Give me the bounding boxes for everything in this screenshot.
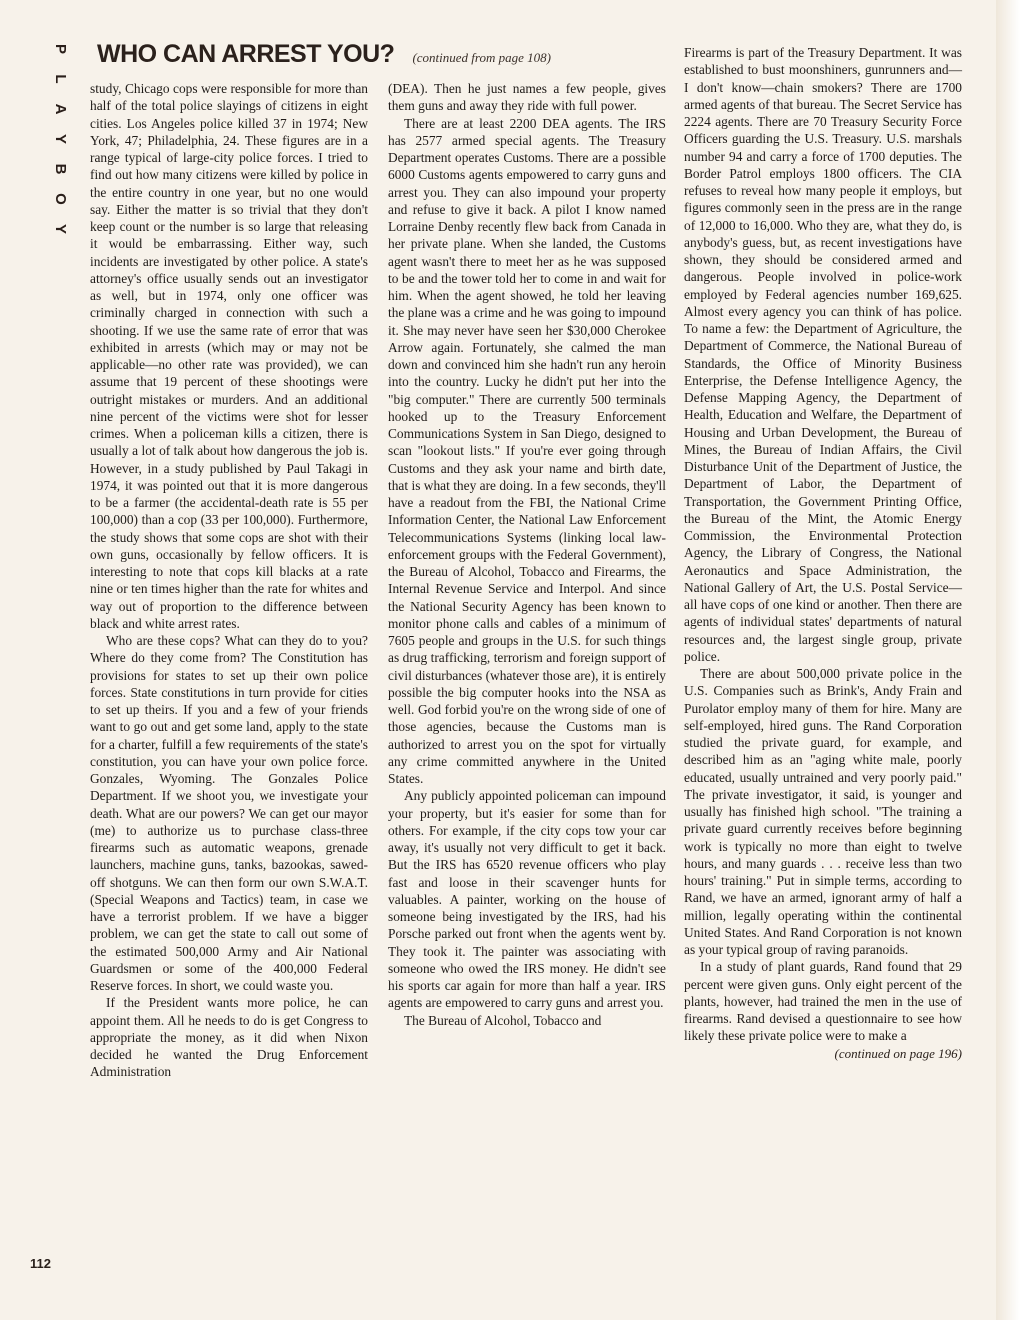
paragraph: If the President wants more police, he can appoint them. All he needs to do is get Congress to appropriate the money, as it did when Nixon decided he wanted the Drug Enforcement Administration — [90, 995, 368, 1080]
magazine-letter: Y — [52, 133, 69, 144]
paragraph: Who are these cops? What can they do to you? Where do they come from? The Constitution has provisions for states to set up their own police forces. State constitutions in turn provide for cities to set up theirs. If you and a few of your friends want to go out and get some land, apply to the state for a charter, fulfill a few requirements of the state's constitution, you can have your own police force. Gonzales, Wyoming. The Gonzales Police Department. If we shoot you, we investigate your death. What are our powers? We can get our mayor (me) to authorize us to purchase class-three firearms such as automatic weapons, grenade launchers, machine guns, tanks, bazookas, sawed-off shotguns. We can then form our own S.W.A.T. (Special Weapons and Tactics) team, in case we have a terrorist problem. If we have a bigger problem, we can get the state to call out some of the estimated 500,000 Army and Air National Guardsmen or some of the 400,000 Federal Reserve forces. In short, we could waste you. — [90, 633, 368, 993]
continued-on-note: (continued on page 196) — [834, 1045, 962, 1061]
paragraph: There are about 500,000 private police in the U.S. Companies such as Brink's, Andy Frain and Purolator employ many of them for hire. Many are self-employed, hired guns. The Rand Corporation studied the private guard, for example, and described him as an "aging white male, poorly educated, usually untrained and very poorly paid." The private investigator, it said, is younger and usually has finished high school. "The training a private guard currently receives before beginning work is typically no more than eight to twelve hours, and many guards . . . receive less than two hours' training." Put in simple terms, according to Rand, we have an armed, ignorant army of half a million, legally operating within the continental United States. And Rand Corporation is not known as your typical group of raving paranoids. — [684, 666, 962, 957]
paragraph: The Bureau of Alcohol, Tobacco and — [404, 1012, 602, 1028]
magazine-letter: Y — [52, 223, 69, 234]
paragraph: (DEA). Then he just names a few people, gives them guns and away they ride with full power. — [388, 81, 666, 114]
magazine-letter: O — [52, 193, 69, 205]
headline-row — [97, 40, 657, 80]
page-edge-shadow — [996, 0, 1020, 1320]
page-number: 112 — [30, 1256, 51, 1271]
paragraph: Any publicly appointed policeman can impound your property, but it's easier for some than for others. For example, if the city cops tow your car away, it's usually not very difficult to get it back. But the IRS has 6520 revenue officers who play fast and loose in their scavenger hunts for valuables. A painter, working on the house of someone being investigated by the IRS, had his Porsche parked out front when the agents went by. They took it. The painter was associating with someone who owed the IRS money. He didn't see his sports car again for more than half a year. IRS agents are empowered to carry guns and arrest you. — [388, 788, 666, 1011]
magazine-letter: B — [52, 163, 69, 175]
article-headline: WHO CAN ARREST YOU? — [97, 40, 395, 68]
paragraph: Firearms is part of the Treasury Department. It was established to bust moonshiners, gunrunners and—I don't know—chain smokers? There are 1700 armed agents of that bureau. The Secret Service has 2224 agents. There are 70 Treasury Security Force Officers guarding the U.S. Treasury. U.S. marshals number 94 and carry a force of 1700 deputies. The Border Patrol employs 1800 officers. The CIA refuses to reveal how many people it employs, but figures commonly seen in the press are in the range of 12,000 to 16,000. Who they are, what they do, is anybody's guess, but, as recent investigations have shown, they should be considered armed and dangerous. People involved in police-work employed by Federal agencies number 169,625. Almost every agency you can think of has police. To name a few: the Department of Agriculture, the Department of Commerce, the National Bureau of Standards, the Office of Minority Business Enterprise, the Defense Intelligence Agency, the Defense Mapping Agency, the Department of Health, Education and Welfare, the Department of Housing and Urban Development, the Bureau of Mines, the Bureau of Indian Affairs, the Civil Disturbance Unit of the Department of Justice, the Department of Labor, the Department of Transportation, the Government Printing Office, the Bureau of the Mint, the Atomic Energy Commission, the Environmental Protection Agency, the Library of Congress, the National Aeronautics and Space Administration, the National Gallery of Art, the U.S. Postal Service—all have cops of one kind or another. Then there are agents of individual states' departments of natural resources and, the largest single group, private police. — [684, 45, 962, 664]
paragraph: There are at least 2200 DEA agents. The IRS has 2577 armed special agents. The Treasury Department operates Customs. There are a possible 6000 Customs agents empowered to carry guns and arrest you. They can also impound your property and refuse to give it back. A pilot I know named Lorraine Denby recently flew back from Canada in her private plane. When she landed, the Customs agent wasn't there to meet her as he was supposed to be and the tower told her to come in and wait for him. When the agent showed, he told her leaving the plane was a crime and he was going to impound it. She may never have seen her $30,000 Cherokee Arrow again. Fortunately, she calmed the man down and convinced him she hadn't run any heroin into the country. Lucky he didn't put her into the "big computer." There are currently 500 terminals hooked up to the Treasury Enforcement Communications System in San Diego, designed to scan "lookout lists." If you're ever going through Customs and they ask your name and birth date, that is what they are doing. In a few seconds, they'll have a readout from the FBI, the National Crime Information Center, the National Law Enforcement Telecommunications Systems (linking local law-enforcement groups with the Federal Government), the Bureau of Alcohol, Tobacco and Firearms, the Internal Revenue Service and Interpol. And since the National Security Agency has been known to monitor phone calls and cables of a minimum of 7605 people and groups in the U.S. for such things as drug trafficking, terrorism and foreign support of civil disturbances (whatever those are), it is entirely possible the big computer hooks into the NSA as well. God forbid you're on the wrong side of one of those agencies, because the Customs man is authorized to arrest you on the spot for virtually any crime committed anywhere in the United States. — [388, 115, 666, 786]
paragraph: In a study of plant guards, Rand found that 29 percent were given guns. Only eight percent of the plants, however, had trained the men in the use of firearms. Rand devised a questionnaire to see how likely these private police were to make a — [684, 959, 962, 1044]
text-column-2 — [388, 80, 666, 1029]
magazine-letter: P — [52, 43, 69, 54]
paragraph: study, Chicago cops were responsible for more than half of the total police slayings of citizens in eight cities. Los Angeles police killed 37 in 1974; New York, 47; Philadelphia, 24. These figures are in a range typical of large-city police forces. I tried to find out how many citizens were killed by police in the entire country in one year, but no one would say. Either the matter is so trivial that they don't keep count or the number is so large that releasing it would be embarrassing. Either way, such incidents are investigated by other police. A state's attorney's office usually sends out an investigator as well, but in 1974, only one officer was criminally charged in connection with such a shooting. If we use the same rate of error that was exhibited in arrests (which may or may not be applicable—no other rate was provided), we can assume that 19 percent of these shootings were outright mistakes or murders. And an additional nine percent of the victims were shot for lesser crimes. When a policeman kills a citizen, there is usually a lot of talk about how dangerous the job is. However, in a study published by Paul Takagi in 1974, it was pointed out that it is more dangerous to be a farmer (the accidental-death rate is 55 per 100,000) than a cop (33 per 100,000). Furthermore, the study shows that some cops are shot with their own guns, occasionally by fellow officers. It is interesting to note that cops kill blacks at a rate nine or ten times higher than the rate for whites and way out of proportion to the difference between black and white arrest rates. — [90, 81, 368, 631]
text-column-1 — [90, 80, 368, 1081]
magazine-letter: A — [52, 103, 69, 115]
continued-from-note: (continued from page 108) — [412, 50, 551, 65]
magazine-name-vertical — [52, 40, 68, 238]
text-column-3 — [684, 44, 962, 1062]
magazine-letter: L — [52, 74, 69, 84]
